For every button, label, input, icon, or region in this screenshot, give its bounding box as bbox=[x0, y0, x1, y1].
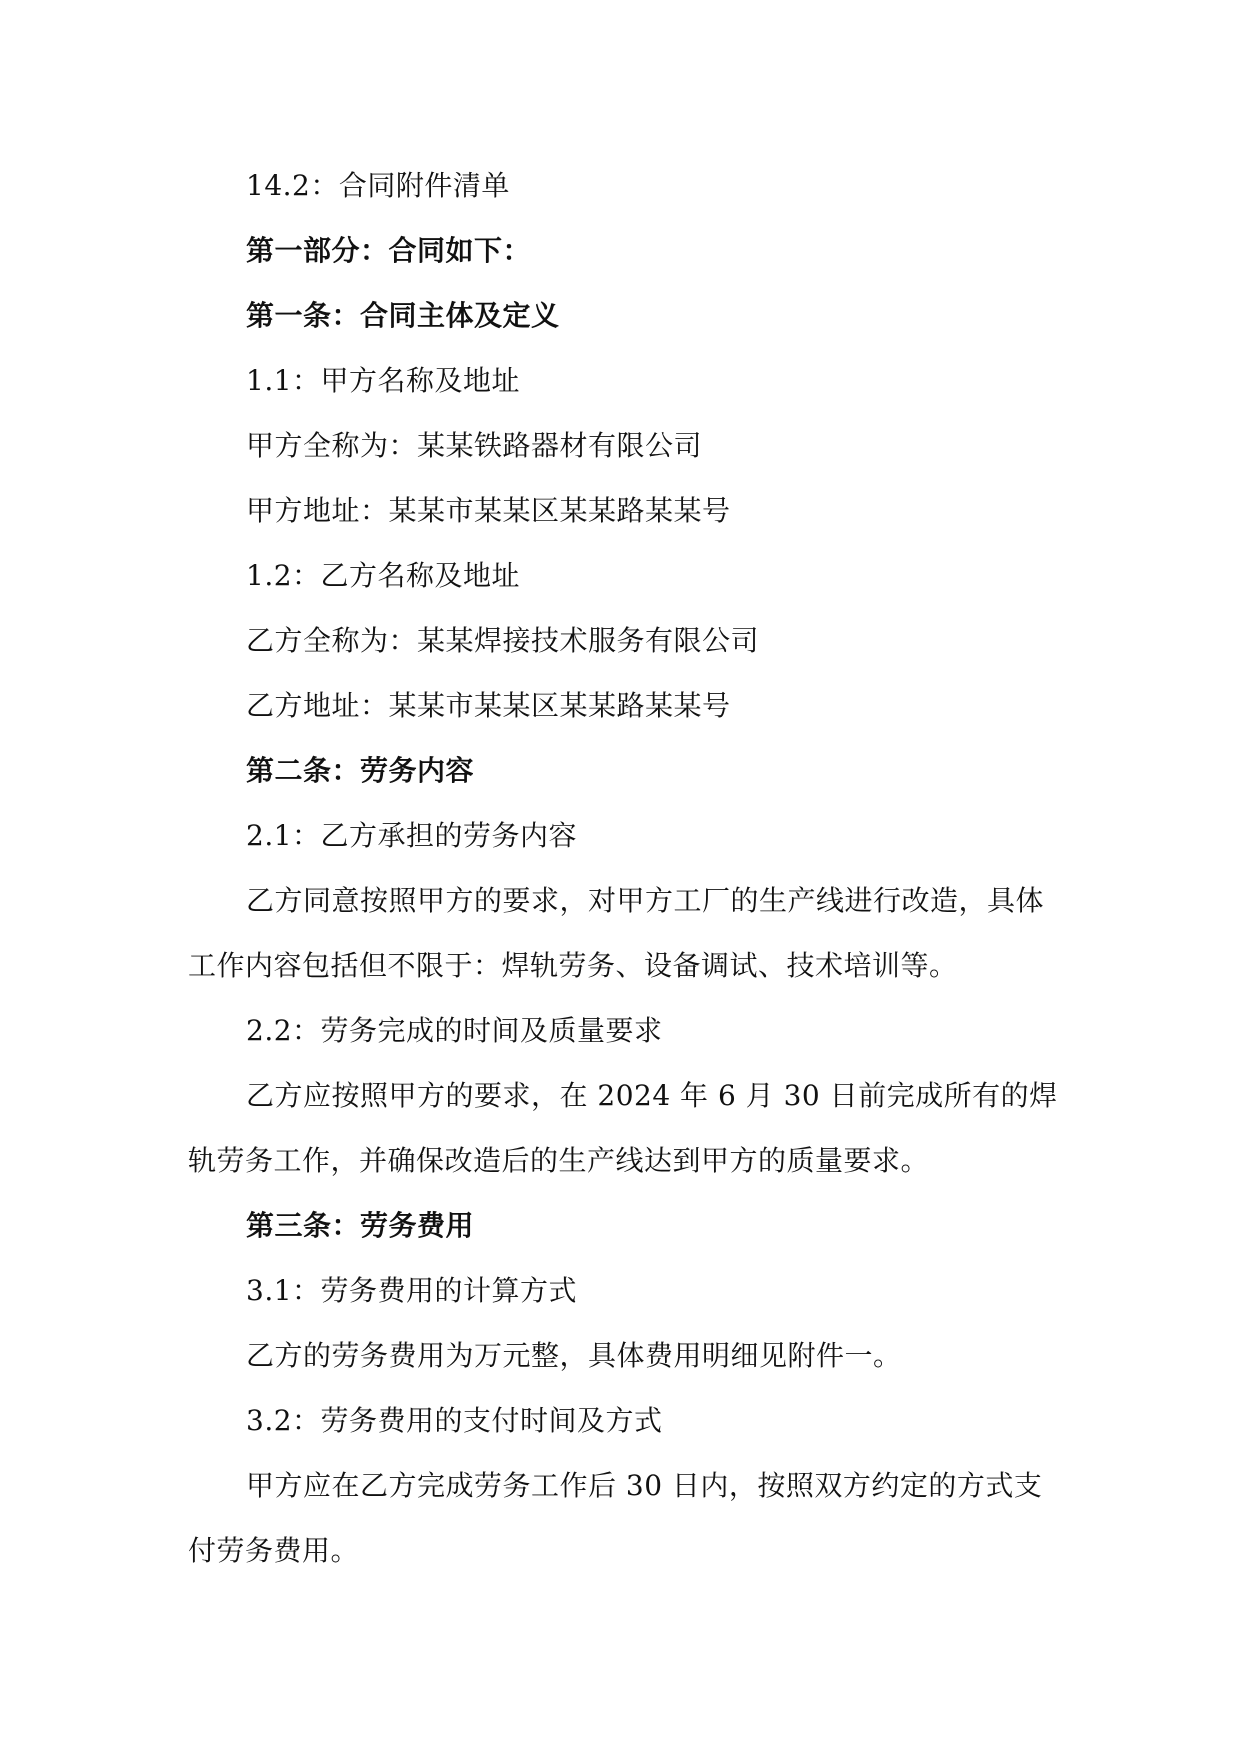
clause-3-1-text: 乙方的劳务费用为万元整，具体费用明细见附件一。 bbox=[246, 1339, 902, 1372]
section-item-14-2: 14.2：合同附件清单 bbox=[246, 169, 510, 202]
clause-3-1-title: 3.1：劳务费用的计算方式 bbox=[246, 1274, 578, 1307]
party-b-address: 乙方地址：某某市某某区某某路某某号 bbox=[246, 689, 731, 722]
clause-1-1-title: 1.1：甲方名称及地址 bbox=[246, 364, 521, 397]
party-b-name: 乙方全称为：某某焊接技术服务有限公司 bbox=[246, 624, 760, 657]
clause-2-2-title: 2.2：劳务完成的时间及质量要求 bbox=[246, 1014, 663, 1047]
clause-2-2-paragraph: 乙方应按照甲方的要求，在 2024 年 6 月 30 日前完成所有的焊轨劳务工作，并确保改造后的生产线达到甲方的质量要求。 bbox=[188, 1079, 1058, 1177]
document-body bbox=[188, 153, 1064, 1583]
article-heading-2: 第二条：劳务内容 bbox=[246, 754, 475, 787]
clause-2-1-paragraph: 乙方同意按照甲方的要求，对甲方工厂的生产线进行改造，具体工作内容包括但不限于：焊轨劳务、设备调试、技术培训等。 bbox=[188, 884, 1045, 982]
clause-1-2-title: 1.2：乙方名称及地址 bbox=[246, 559, 521, 592]
article-heading-3: 第三条：劳务费用 bbox=[246, 1209, 475, 1242]
article-heading-1: 第一条：合同主体及定义 bbox=[246, 299, 560, 332]
clause-3-2-paragraph: 甲方应在乙方完成劳务工作后 30 日内，按照双方约定的方式支付劳务费用。 bbox=[188, 1469, 1043, 1567]
clause-2-1-title: 2.1：乙方承担的劳务内容 bbox=[246, 819, 578, 852]
party-a-name: 甲方全称为：某某铁路器材有限公司 bbox=[246, 429, 703, 462]
clause-3-2-title: 3.2：劳务费用的支付时间及方式 bbox=[246, 1404, 663, 1437]
party-a-address: 甲方地址：某某市某某区某某路某某号 bbox=[246, 494, 731, 527]
part-heading-1: 第一部分：合同如下： bbox=[246, 234, 532, 267]
